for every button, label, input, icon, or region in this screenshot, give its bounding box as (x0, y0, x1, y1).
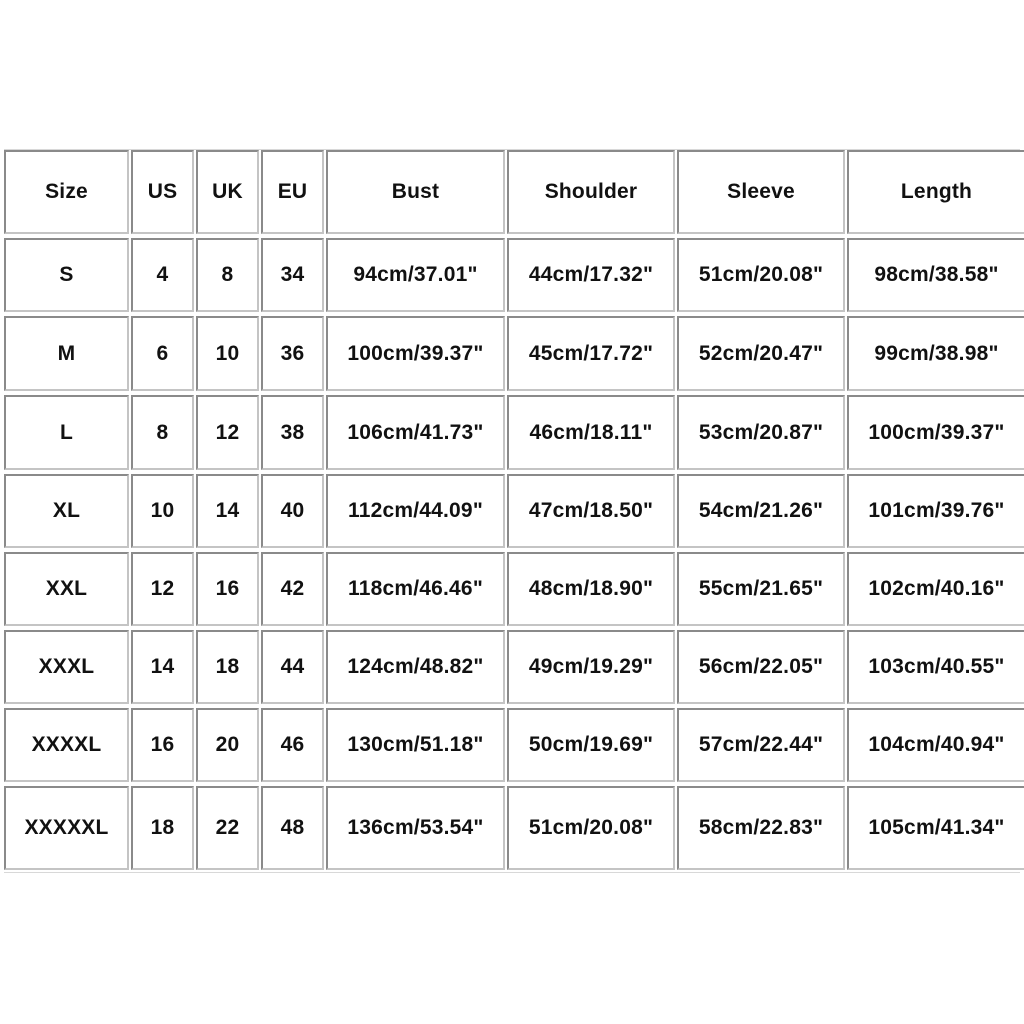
table-cell-us: 14 (131, 630, 194, 704)
table-cell-eu: 38 (261, 395, 324, 470)
table-cell-size: XXXXXL (4, 786, 129, 870)
size-chart-table (4, 149, 1020, 873)
table-cell-uk: 14 (196, 474, 259, 548)
table-cell-sleeve: 56cm/22.05" (677, 630, 845, 704)
table-cell-length: 101cm/39.76" (847, 474, 1024, 548)
table-cell-sleeve: 54cm/21.26" (677, 474, 845, 548)
table-cell-us: 10 (131, 474, 194, 548)
table-cell-length: 98cm/38.58" (847, 238, 1024, 312)
table-cell-length: 103cm/40.55" (847, 630, 1024, 704)
header-cell-uk: UK (196, 150, 259, 234)
table-cell-us: 8 (131, 395, 194, 470)
table-cell-sleeve: 52cm/20.47" (677, 316, 845, 391)
table-cell-eu: 44 (261, 630, 324, 704)
table-cell-bust: 94cm/37.01" (326, 238, 505, 312)
table-cell-size: XXXXL (4, 708, 129, 782)
table-cell-uk: 12 (196, 395, 259, 470)
table-cell-length: 102cm/40.16" (847, 552, 1024, 626)
header-cell-length: Length (847, 150, 1024, 234)
table-cell-sleeve: 58cm/22.83" (677, 786, 845, 870)
table-cell-sleeve: 55cm/21.65" (677, 552, 845, 626)
table-cell-eu: 36 (261, 316, 324, 391)
header-cell-us: US (131, 150, 194, 234)
table-cell-uk: 10 (196, 316, 259, 391)
table-cell-uk: 22 (196, 786, 259, 870)
table-cell-bust: 106cm/41.73" (326, 395, 505, 470)
table-cell-shoulder: 50cm/19.69" (507, 708, 675, 782)
table-cell-eu: 46 (261, 708, 324, 782)
header-cell-bust: Bust (326, 150, 505, 234)
table-cell-bust: 100cm/39.37" (326, 316, 505, 391)
table-cell-size: XXL (4, 552, 129, 626)
table-cell-length: 100cm/39.37" (847, 395, 1024, 470)
header-cell-size: Size (4, 150, 129, 234)
table-cell-size: S (4, 238, 129, 312)
table-cell-shoulder: 44cm/17.32" (507, 238, 675, 312)
table-cell-eu: 34 (261, 238, 324, 312)
table-cell-bust: 136cm/53.54" (326, 786, 505, 870)
table-cell-us: 6 (131, 316, 194, 391)
table-cell-shoulder: 45cm/17.72" (507, 316, 675, 391)
table-cell-size: M (4, 316, 129, 391)
table-cell-size: L (4, 395, 129, 470)
table-cell-shoulder: 51cm/20.08" (507, 786, 675, 870)
table-cell-uk: 8 (196, 238, 259, 312)
table-cell-us: 12 (131, 552, 194, 626)
table-cell-size: XXXL (4, 630, 129, 704)
table-cell-length: 99cm/38.98" (847, 316, 1024, 391)
table-cell-sleeve: 51cm/20.08" (677, 238, 845, 312)
table-cell-us: 4 (131, 238, 194, 312)
table-cell-eu: 48 (261, 786, 324, 870)
table-cell-shoulder: 49cm/19.29" (507, 630, 675, 704)
table-cell-uk: 20 (196, 708, 259, 782)
header-cell-eu: EU (261, 150, 324, 234)
header-cell-sleeve: Sleeve (677, 150, 845, 234)
table-cell-us: 16 (131, 708, 194, 782)
table-cell-size: XL (4, 474, 129, 548)
table-cell-uk: 16 (196, 552, 259, 626)
table-cell-uk: 18 (196, 630, 259, 704)
table-cell-shoulder: 48cm/18.90" (507, 552, 675, 626)
table-cell-eu: 42 (261, 552, 324, 626)
table-cell-eu: 40 (261, 474, 324, 548)
table-cell-bust: 118cm/46.46" (326, 552, 505, 626)
table-cell-bust: 112cm/44.09" (326, 474, 505, 548)
table-cell-bust: 124cm/48.82" (326, 630, 505, 704)
table-cell-length: 104cm/40.94" (847, 708, 1024, 782)
header-cell-shoulder: Shoulder (507, 150, 675, 234)
table-cell-us: 18 (131, 786, 194, 870)
table-cell-shoulder: 46cm/18.11" (507, 395, 675, 470)
table-cell-sleeve: 53cm/20.87" (677, 395, 845, 470)
table-cell-sleeve: 57cm/22.44" (677, 708, 845, 782)
table-cell-shoulder: 47cm/18.50" (507, 474, 675, 548)
table-cell-bust: 130cm/51.18" (326, 708, 505, 782)
table-cell-length: 105cm/41.34" (847, 786, 1024, 870)
